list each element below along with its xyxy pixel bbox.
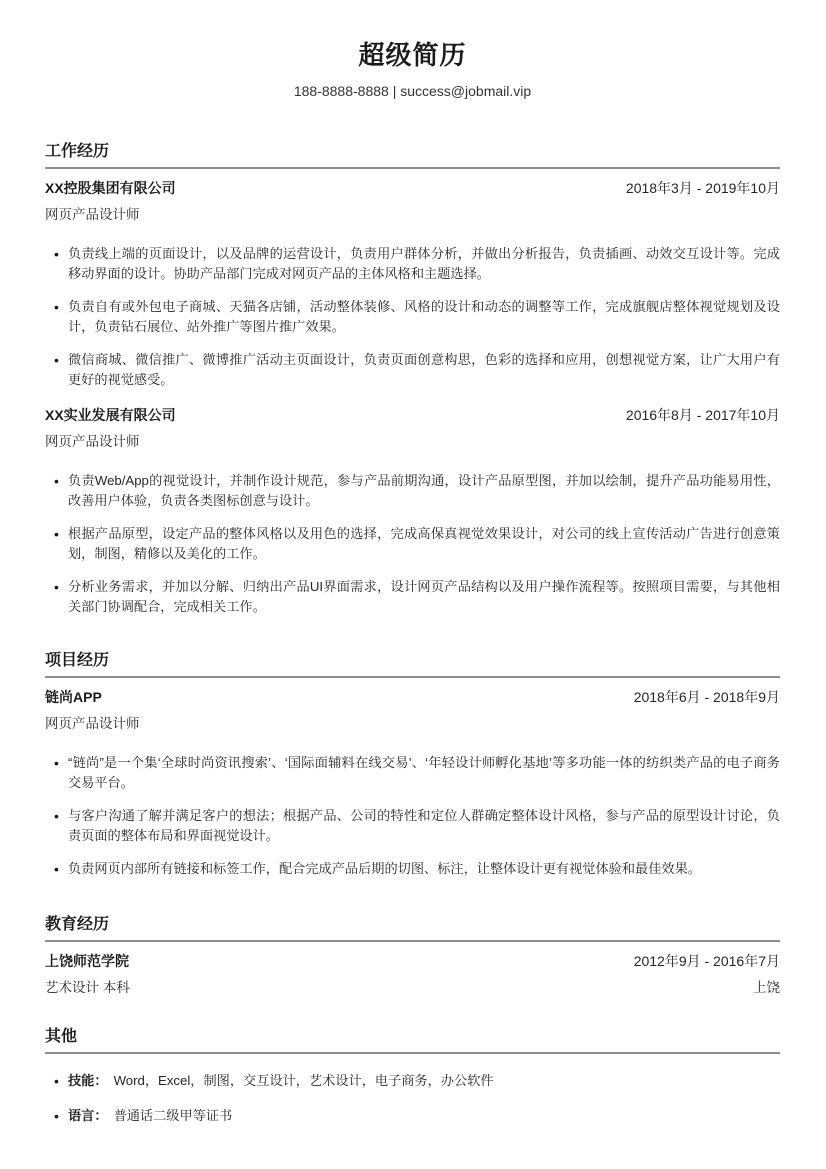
section-other (45, 1028, 780, 1126)
date-range: 2016年8月 - 2017年10月 (625, 407, 780, 423)
job-title: 网页产品设计师 (45, 207, 140, 222)
contact-info: 188-8888-8888 | success@jobmail.vip (293, 83, 532, 99)
section-heading-education: 教育经历 (45, 916, 780, 942)
company-name: XX实业发展有限公司 (45, 407, 176, 423)
bullet-list (45, 471, 780, 617)
section-heading-work: 工作经历 (45, 143, 780, 169)
bullet-item: • 负责自有或外包电子商城、天猫各店铺，活动整体装修、风格的设计和动态的调整等工作，完成旗舰店整体视觉规划及设计，负责钻石展位、站外推广等图片推广效果。 (45, 297, 780, 337)
skill-item (45, 1071, 780, 1091)
skill-value: Word，Excel，制图，交互设计，艺术设计，电子商务，办公软件 (113, 1073, 494, 1088)
language-item (45, 1106, 780, 1126)
degree: 艺术设计 本科 (45, 980, 130, 995)
date-range: 2012年9月 - 2016年7月 (633, 953, 780, 969)
section-heading-project: 项目经历 (45, 652, 780, 678)
bullet-list (45, 244, 780, 390)
school-name: 上饶师范学院 (45, 953, 129, 969)
bullet-item: • 分析业务需求，并加以分解、归纳出产品UI界面需求，设计网页产品结构以及用户操作流程等。按照项目需要，与其他相关部门协调配合，完成相关工作。 (45, 577, 780, 617)
job-title: 网页产品设计师 (45, 716, 140, 731)
bullet-list (45, 753, 780, 879)
company-name: XX控股集团有限公司 (45, 180, 176, 196)
entry-header (45, 407, 780, 423)
date-range: 2018年3月 - 2019年10月 (625, 180, 780, 196)
entry-header (45, 953, 780, 969)
page-title: 超级简历 (358, 40, 467, 70)
project-entry-1 (45, 689, 780, 879)
language-label: 语言： (68, 1108, 108, 1123)
bullet-item: • 负责网页内部所有链接和标签工作，配合完成产品后期的切图、标注，让整体设计更有视觉体验和最佳效果。 (45, 859, 780, 879)
language-value: 普通话二级甲等证书 (113, 1108, 233, 1123)
bullet-list (45, 1071, 780, 1126)
entry-header (45, 180, 780, 196)
entry-header (45, 689, 780, 705)
section-project (45, 652, 780, 879)
section-heading-other: 其他 (45, 1028, 780, 1054)
bullet-item: • 负责线上端的页面设计，以及品牌的运营设计，负责用户群体分析，并做出分析报告，负责插画、动效交互设计等。完成移动界面的设计。协助产品部门完成对网页产品的主体风格和主题选择。 (45, 244, 780, 284)
project-name: 链尚APP (45, 689, 102, 705)
skill-label: 技能： (68, 1073, 108, 1088)
bullet-item: • “链尚”是一个集‘全球时尚资讯搜索’、‘国际面辅料在线交易’、‘年轻设计师孵化基地’等多功能一体的纺织类产品的电子商务交易平台。 (45, 753, 780, 793)
degree-row (45, 980, 780, 996)
bullet-item: • 与客户沟通了解并满足客户的想法；根据产品、公司的特性和定位人群确定整体设计风格，参与产品的原型设计讨论，负责页面的整体布局和界面视觉设计。 (45, 806, 780, 846)
job-title: 网页产品设计师 (45, 434, 140, 449)
work-entry-2 (45, 407, 780, 617)
bullet-item: • 微信商城、微信推广、微博推广活动主页面设计，负责页面创意构思，色彩的选择和应用，创想视觉方案，让广大用户有更好的视觉感受。 (45, 350, 780, 390)
bullet-item: • 根据产品原型，设定产品的整体风格以及用色的选择，完成高保真视觉效果设计，对公司的线上宣传活动广告进行创意策划，制图，精修以及美化的工作。 (45, 524, 780, 564)
section-education (45, 916, 780, 996)
bullet-item: • 负责Web/App的视觉设计，并制作设计规范，参与产品前期沟通，设计产品原型图，并加以绘制，提升产品功能易用性，改善用户体验，负责各类图标创意与设计。 (45, 471, 780, 511)
location: 上饶 (753, 980, 780, 995)
education-entry-1 (45, 953, 780, 996)
section-work (45, 143, 780, 617)
work-entry-1 (45, 180, 780, 390)
date-range: 2018年6月 - 2018年9月 (633, 689, 780, 705)
